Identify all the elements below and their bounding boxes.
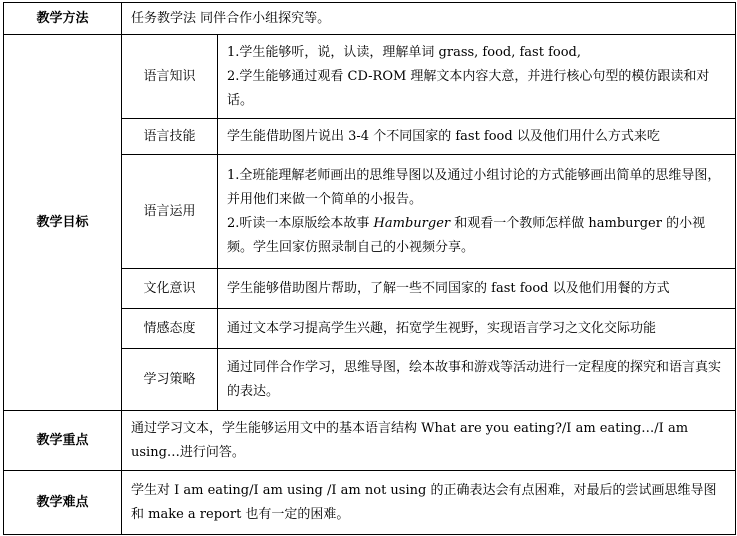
objective-line: 1.全班能理解老师画出的思维导图以及通过小组讨论的方式能够画出简单的思维导图，并用他们来做一个简单的小报告。 [227, 167, 721, 207]
objective-row [4, 35, 736, 119]
objective-line: 通过同伴合作学习，思维导图，绘本故事和游戏等活动进行一定程度的探究和语言真实的表达。 [227, 359, 722, 399]
objective-line: 学生能够借助图片帮助，了解一些不同国家的 fast food 以及他们用餐的方式 [227, 280, 670, 296]
key-points-label: 教学重点 [4, 411, 122, 471]
objective-content-culture [218, 269, 736, 309]
objective-label-knowledge: 语言知识 [122, 35, 218, 119]
difficulties-row [4, 471, 736, 535]
objective-label-attitude: 情感态度 [122, 309, 218, 349]
objective-line: 学生能借助图片说出 3-4 个不同国家的 fast food 以及他们用什么方式来吃 [227, 128, 660, 144]
objective-content-strategy [218, 349, 736, 411]
methods-content: 任务教学法 同伴合作小组探究等。 [122, 3, 736, 35]
objective-content-usage [218, 155, 736, 269]
objective-label-skills: 语言技能 [122, 119, 218, 155]
objective-line: 通过文本学习提高学生兴趣，拓宽学生视野，实现语言学习之文化交际功能 [227, 320, 657, 336]
objectives-label: 教学目标 [4, 35, 122, 411]
objective-content-knowledge [218, 35, 736, 119]
objective-content-skills [218, 119, 736, 155]
lesson-plan-table [3, 2, 736, 535]
objective-label-usage: 语言运用 [122, 155, 218, 269]
objective-label-culture: 文化意识 [122, 269, 218, 309]
objective-line: 1.学生能够听，说，认读，理解单词 grass, food, fast food, [227, 44, 581, 60]
objective-label-strategy: 学习策略 [122, 349, 218, 411]
objective-line: 2.听读一本原版绘本故事 Hamburger 和观看一个教师怎样做 hamburger 的小视频。学生回家仿照录制自己的小视频分享。 [227, 215, 706, 255]
methods-row [4, 3, 736, 35]
key-points-row [4, 411, 736, 471]
methods-label: 教学方法 [4, 3, 122, 35]
objective-line: 2.学生能够通过观看 CD-ROM 理解文本内容大意，并进行核心句型的模仿跟读和对话。 [227, 68, 710, 108]
key-points-content: 通过学习文本，学生能够运用文中的基本语言结构 What are you eating?/I am eating…/I am using…进行问答。 [122, 411, 736, 471]
difficulties-content: 学生对 I am eating/I am using /I am not using 的正确表达会有点困难，对最后的尝试画思维导图和 make a report 也有一定的困难。 [122, 471, 736, 535]
difficulties-label: 教学难点 [4, 471, 122, 535]
objective-content-attitude [218, 309, 736, 349]
